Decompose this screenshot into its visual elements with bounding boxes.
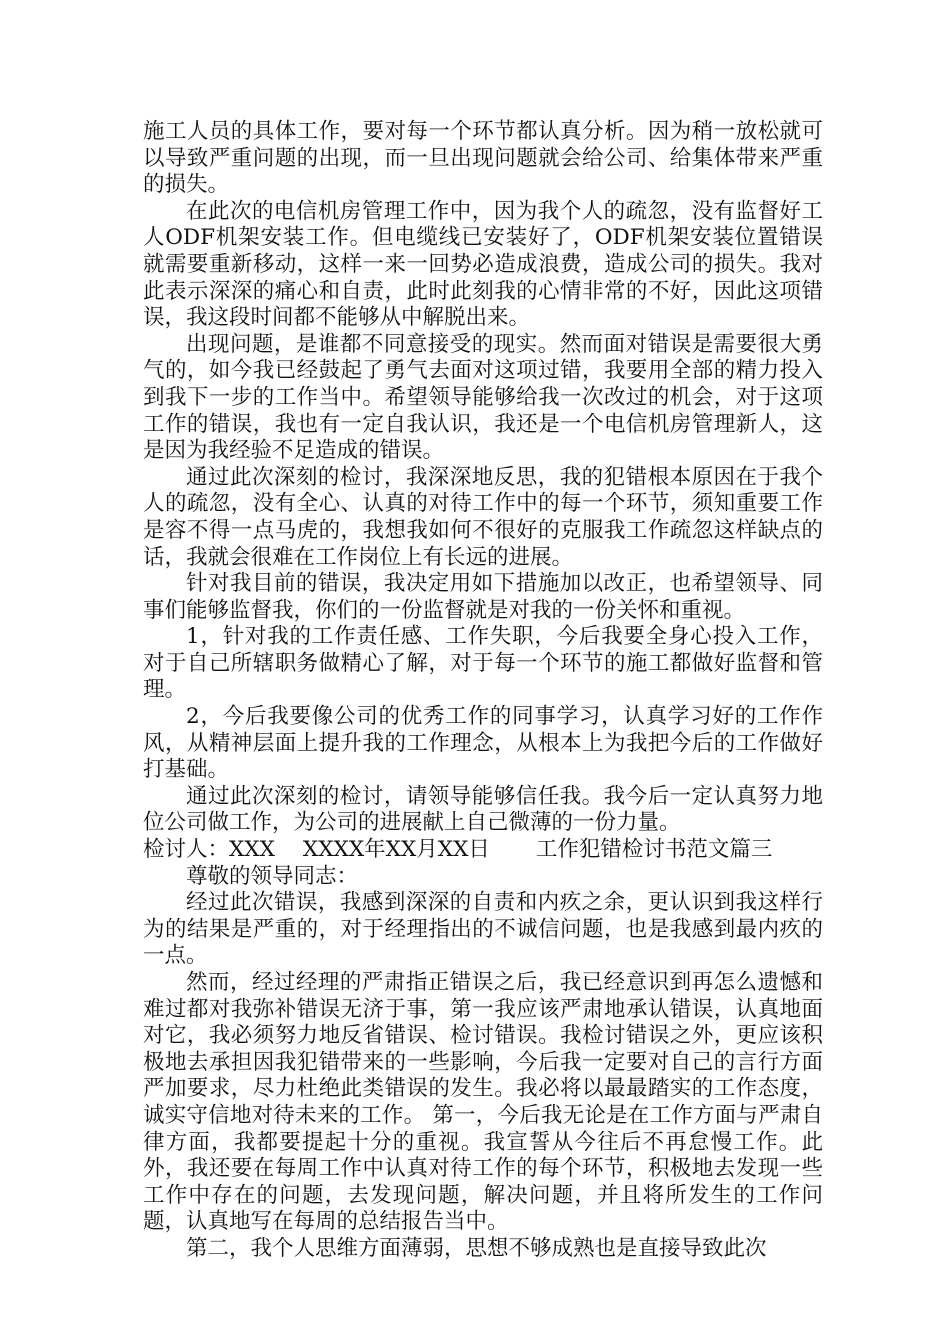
signature-line	[143, 837, 823, 864]
reviewer-label: 检讨人：XXX	[143, 837, 275, 863]
paragraph-5: 针对我目前的错误，我决定用如下措施加以改正，也希望领导、同事们能够监督我，你们的一份监督就是对我的一份关怀和重视。	[143, 571, 823, 623]
paragraph-4: 通过此次深刻的检讨，我深深地反思，我的犯错根本原因在于我个人的疏忽，没有全心、认真的对待工作中的每一个环节，须知重要工作是容不得一点马虎的，我想我如何不很好的克服我工作疏忽这样缺点的话，我就会很难在工作岗位上有长远的进展。	[143, 464, 823, 570]
next-article-title: 工作犯错检讨书范文篇三	[535, 837, 773, 863]
paragraph-9: 经过此次错误，我感到深深的自责和内疚之余，更认识到我这样行为的结果是严重的，对于经理指出的不诚信问题，也是我感到最内疚的一点。	[143, 890, 823, 969]
paragraph-3: 出现问题，是谁都不同意接受的现实。然而面对错误是需要很大勇气的，如今我已经鼓起了勇气去面对这项过错，我要用全部的精力投入到我下一步的工作当中。希望领导能够给我一次改过的机会，对于这项工作的错误，我也有一定自我认识，我还是一个电信机房管理新人，这是因为我经验不足造成的错误。	[143, 331, 823, 464]
signature-date: XXXX年XX月XX日	[302, 837, 490, 863]
paragraph-7: 2，今后我要像公司的优秀工作的同事学习，认真学习好的工作作风，从精神层面上提升我的工作理念，从根本上为我把今后的工作做好打基础。	[143, 704, 823, 783]
paragraph-6: 1，针对我的工作责任感、工作失职，今后我要全身心投入工作，对于自己所辖职务做精心了解，对于每一个环节的施工都做好监督和管理。	[143, 624, 823, 703]
paragraph-1: 施工人员的具体工作，要对每一个环节都认真分析。因为稍一放松就可以导致严重问题的出现，而一旦出现问题就会给公司、给集体带来严重的损失。	[143, 119, 823, 198]
paragraph-8: 通过此次深刻的检讨，请领导能够信任我。我今后一定认真努力地位公司做工作，为公司的进展献上自己微薄的一份力量。	[143, 783, 823, 836]
paragraph-10: 然而，经过经理的严肃指正错误之后，我已经意识到再怎么遗憾和难过都对我弥补错误无济于事，第一我应该严肃地承认错误，认真地面对它，我必须努力地反省错误、检讨错误。我检讨错误之外，更应该积极地去承担因我犯错带来的一些影响，今后我一定要对自己的言行方面严加要求，尽力杜绝此类错误的发生。我必将以最最踏实的工作态度，诚实守信地对待未来的工作。 第一，今后我无论是在工作方面与严肃自律方面，我都要提起十分的重视。我宣誓从今往后不再怠慢工作。此外，我还要在每周工作中认真对待工作的每个环节，积极地去发现一些工作中存在的问题，去发现问题，解决问题，并且将所发生的工作问题，认真地写在每周的总结报告当中。	[143, 970, 823, 1235]
paragraph-2: 在此次的电信机房管理工作中，因为我个人的疏忽，没有监督好工人ODF机架安装工作。但电缆线已安装好了，ODF机架安装位置错误就需要重新移动，这样一来一回势必造成浪费，造成公司的损失。我对此表示深深的痛心和自责，此时此刻我的心情非常的不好，因此这项错误，我这段时间都不能够从中解脱出来。	[143, 198, 823, 331]
document-page	[143, 119, 823, 1263]
paragraph-11: 第二，我个人思维方面薄弱，思想不够成熟也是直接导致此次	[186, 1235, 767, 1261]
salutation: 尊敬的领导同志：	[186, 863, 359, 889]
